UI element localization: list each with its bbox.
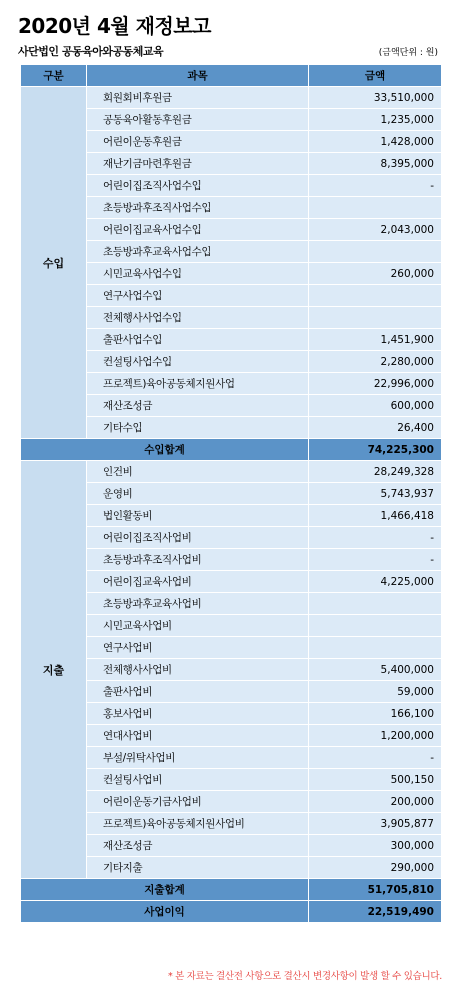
row-amount: 2,043,000: [309, 219, 442, 241]
row-amount: -: [309, 549, 442, 571]
row-amount: 4,225,000: [309, 571, 442, 593]
row-item: 초등방과후조직사업비: [87, 549, 309, 571]
row-item: 운영비: [87, 483, 309, 505]
row-item: 어린이운동후원금: [87, 131, 309, 153]
row-amount: [309, 197, 442, 219]
row-item: 홍보사업비: [87, 703, 309, 725]
row-amount: 1,200,000: [309, 725, 442, 747]
row-amount: 1,428,000: [309, 131, 442, 153]
income-total-label: 수입합계: [21, 439, 309, 461]
report-title: 2020년 4월 재정보고: [18, 14, 211, 38]
row-item: 컨설팅사업비: [87, 769, 309, 791]
row-amount: 600,000: [309, 395, 442, 417]
row-item: 연대사업비: [87, 725, 309, 747]
row-amount: 290,000: [309, 857, 442, 879]
header-amount: 금액: [309, 65, 442, 87]
profit-row: [21, 901, 442, 923]
row-amount: [309, 615, 442, 637]
row-item: 어린이집교육사업비: [87, 571, 309, 593]
row-item: 시민교육사업수입: [87, 263, 309, 285]
row-amount: 166,100: [309, 703, 442, 725]
row-item: 재산조성금: [87, 395, 309, 417]
row-amount: 1,235,000: [309, 109, 442, 131]
row-amount: [309, 307, 442, 329]
organization-name: 사단법인 공동육아와공동체교육: [18, 45, 164, 58]
row-item: 어린이집조직사업비: [87, 527, 309, 549]
row-amount: 33,510,000: [309, 87, 442, 109]
footnote: * 본 자료는 결산전 사항으로 결산시 변경사항이 발생 할 수 있습니다.: [167, 971, 442, 982]
row-amount: 8,395,000: [309, 153, 442, 175]
row-item: 어린이집조직사업수입: [87, 175, 309, 197]
expense-total-row: [21, 879, 442, 901]
row-item: 재산조성금: [87, 835, 309, 857]
row-amount: 1,451,900: [309, 329, 442, 351]
row-amount: 1,466,418: [309, 505, 442, 527]
row-item: 연구사업비: [87, 637, 309, 659]
row-amount: 200,000: [309, 791, 442, 813]
table-header-row: [21, 65, 442, 87]
row-amount: 5,743,937: [309, 483, 442, 505]
row-item: 어린이운동기금사업비: [87, 791, 309, 813]
row-amount: 22,996,000: [309, 373, 442, 395]
row-amount: -: [309, 527, 442, 549]
row-item: 회원회비후원금: [87, 87, 309, 109]
income-total-row: [21, 439, 442, 461]
row-amount: -: [309, 175, 442, 197]
expense-total-amount: 51,705,810: [309, 879, 442, 901]
row-item: 전체행사사업비: [87, 659, 309, 681]
row-item: 컨설팅사업수입: [87, 351, 309, 373]
row-amount: [309, 637, 442, 659]
row-item: 프로젝트)육아공동체지원사업비: [87, 813, 309, 835]
row-amount: 3,905,877: [309, 813, 442, 835]
header-category: 구분: [21, 65, 87, 87]
row-amount: 26,400: [309, 417, 442, 439]
row-item: 프로젝트)육아공동체지원사업: [87, 373, 309, 395]
profit-label: 사업이익: [21, 901, 309, 923]
row-amount: 2,280,000: [309, 351, 442, 373]
row-item: 초등방과후교육사업비: [87, 593, 309, 615]
expense-group-label: 지출: [21, 461, 87, 879]
row-amount: 260,000: [309, 263, 442, 285]
row-item: 어린이집교육사업수입: [87, 219, 309, 241]
row-amount: 300,000: [309, 835, 442, 857]
finance-table: [20, 64, 442, 923]
row-amount: [309, 241, 442, 263]
row-item: 부설/위탁사업비: [87, 747, 309, 769]
row-item: 기타수입: [87, 417, 309, 439]
row-amount: [309, 593, 442, 615]
row-item: 초등방과후교육사업수입: [87, 241, 309, 263]
row-amount: 59,000: [309, 681, 442, 703]
row-amount: -: [309, 747, 442, 769]
row-item: 전체행사사업수입: [87, 307, 309, 329]
row-amount: 500,150: [309, 769, 442, 791]
row-item: 초등방과후조직사업수입: [87, 197, 309, 219]
row-amount: 28,249,328: [309, 461, 442, 483]
row-item: 출판사업수입: [87, 329, 309, 351]
profit-amount: 22,519,490: [309, 901, 442, 923]
income-group-label: 수입: [21, 87, 87, 439]
unit-note: (금액단위 : 원): [378, 48, 438, 58]
expense-total-label: 지출합계: [21, 879, 309, 901]
row-item: 출판사업비: [87, 681, 309, 703]
row-amount: [309, 285, 442, 307]
table-row: [21, 461, 442, 483]
header-item: 과목: [87, 65, 309, 87]
row-item: 시민교육사업비: [87, 615, 309, 637]
row-item: 공동육아활동후원금: [87, 109, 309, 131]
table-row: [21, 87, 442, 109]
row-item: 기타지출: [87, 857, 309, 879]
row-amount: 5,400,000: [309, 659, 442, 681]
income-total-amount: 74,225,300: [309, 439, 442, 461]
row-item: 재난기금마련후원금: [87, 153, 309, 175]
row-item: 법인활동비: [87, 505, 309, 527]
row-item: 연구사업수입: [87, 285, 309, 307]
row-item: 인건비: [87, 461, 309, 483]
